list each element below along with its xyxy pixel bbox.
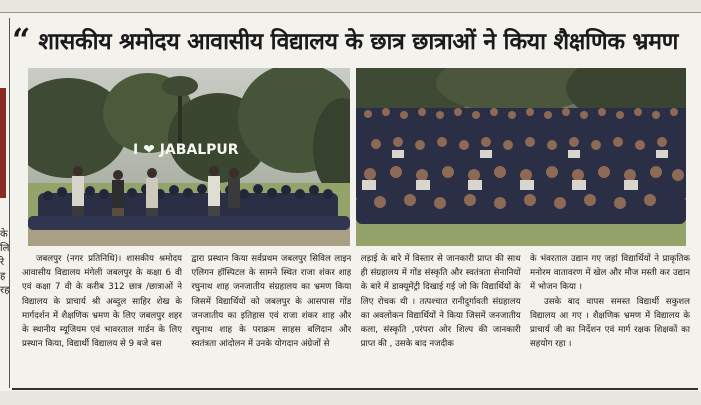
article-column-4 [530, 252, 690, 386]
article-column-4-paragraph-2: उसके बाद वापस समस्त विद्यार्थी सकुशल विद्यालय आ गए । शैक्षणिक भ्रमण में विद्यालय के प्राचार्य जी का निर्देशन एवं मार्ग रक्षक शिक्षकों का सहयोग रहा । [529, 296, 690, 350]
article-column-2-text: द्वारा प्रस्थान किया सर्वप्रथम जबलपुर सिविल लाइन एलिगन हॉस्पिटल के सामने स्थित राजा शंकर शाह रघुनाथ शाह जनजातीय संग्रहालय का भ्रमण किया जिसमें विद्यार्थियों को जबलपुर के आसपास गोंड जनजातीय का इतिहास एवं राजा शंकर शाह और रघुनाथ शाह के पराक्रम साहस बलिदान और स्वतंत्रता आंदोलन में उनके योगदान अंग्रेजों से [191, 254, 352, 350]
previous-page-strip [0, 0, 701, 13]
adjacent-text-fragment: के लि रे ह रह [0, 229, 10, 296]
article-column-2 [191, 252, 351, 386]
headline [12, 20, 698, 60]
article-column-1-text: जबलपुर (नगर प्रतिनिधि)। शासकीय श्रमोदय आवासीय विद्यालय मंगेली जबलपुर के कक्षा 6 वी एवं कक्षा 7 वी के करीब 312 छात्र /छात्राओं ने विद्यालय के प्राचार्य श्री अब्दुल साहिर शेख के मार्गदर्शन में शैक्षणिक भ्रमण के लिए जबलपुर शहर के स्थानीय म्यूजियम एवं भावरताल गार्डन के लिए प्रस्थान किया, विद्यार्थी विद्यालय से 9 बजे बस [22, 254, 182, 350]
photo-students-group [356, 68, 686, 246]
jabalpur-sign-text: I ❤ JABALPUR [133, 142, 239, 158]
article-column-3 [361, 252, 521, 386]
article-body [22, 252, 690, 386]
article-column-1 [22, 252, 182, 386]
adjacent-photo-fragment [0, 88, 6, 198]
headline-title: शासकीय श्रमोदय आवासीय विद्यालय के छात्र छात्राओं ने किया शैक्षणिक भ्रमण [38, 29, 679, 55]
jabalpur-sign [133, 142, 239, 158]
article-column-3-text: लड़ाई के बारे में विस्तार से जानकारी प्राप्त की साथ ही संग्रहालय में गोंड संस्कृति और स्वतंत्रता सेनानियों के बारे में डाक्यूमेंट्री दिखाई गई जो कि विद्यार्थियों के लिए रोचक थी । तत्पश्चात रानीदुर्गावती संग्रहालय का अवलोकन विद्यार्थियों ने किया जिसमें जनजातीय कला, संस्कृति ,परंपरा ओर शिल्प की जानकारी प्राप्त की , उसके बाद नजदीक [360, 254, 521, 350]
headline-quote-mark: “ [12, 21, 31, 59]
adjacent-column-fragment [0, 18, 10, 388]
photo-group-at-jabalpur-sign [28, 68, 350, 246]
article-column-4-paragraph-1: के भंवरताल उद्यान गए जहां विद्यार्थियों ने प्राकृतिक मनोरम वातावरण में खेल और मौज मस्ती कर उद्यान में भोजन किया । [529, 254, 690, 293]
page-bottom-margin [0, 391, 701, 405]
bottom-rule [12, 388, 698, 390]
